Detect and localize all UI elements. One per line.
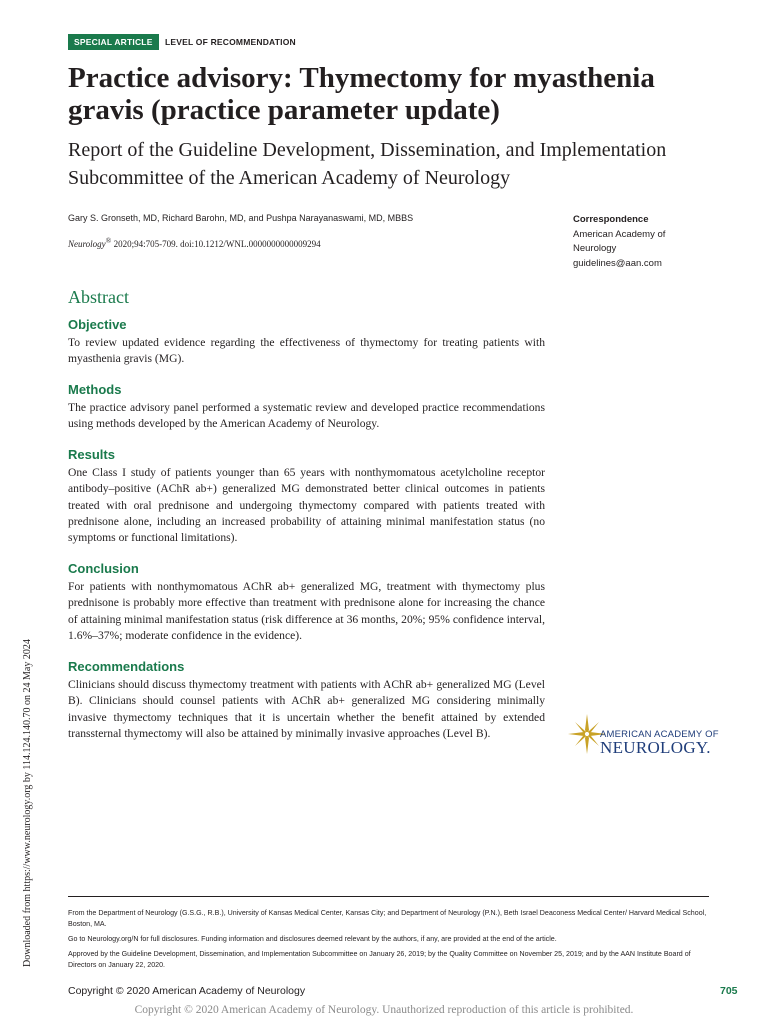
correspondence-email[interactable]: guidelines@aan.com xyxy=(573,258,662,270)
footnote-approval: Approved by the Guideline Development, Dissemination, and Implementation Subcommittee on January 26, 2019; by the Quality Committee on November 25, 2019; and by the AAN Institute Board of Directors on January 22, 2020. xyxy=(68,950,691,969)
article-subtitle: Report of the Guideline Development, Dissemination, and Implementation Subcommittee of the American Academy of Neurology xyxy=(68,139,667,189)
journal-name: Neurology xyxy=(68,239,106,249)
section-text: The practice advisory panel performed a systematic review and developed practice recommendations using methods developed by the American Academy of Neurology. xyxy=(68,401,545,431)
article-type-badge: SPECIAL ARTICLE xyxy=(68,34,159,50)
correspondence-line2: Neurology xyxy=(573,243,617,255)
citation xyxy=(68,236,321,249)
correspondence-heading: Correspondence xyxy=(573,214,649,225)
abstract-heading: Abstract xyxy=(68,287,129,307)
abstract-section-results xyxy=(68,447,545,546)
article-title: Practice advisory: Thymectomy for myasthenia gravis (practice parameter update) xyxy=(68,62,655,126)
page-number: 705 xyxy=(720,985,738,997)
correspondence-line1: American Academy of xyxy=(573,228,666,240)
section-heading: Objective xyxy=(68,317,127,332)
section-heading: Results xyxy=(68,447,115,462)
citation-details: 2020;94:705-709. doi:10.1212/WNL.0000000000009294 xyxy=(111,239,321,249)
footnote-disclosures: Go to Neurology.org/N for full disclosures. Funding information and disclosures deemed relevant by the authors, if any, are provided at the end of the article. xyxy=(68,935,557,943)
correspondence-box xyxy=(573,213,723,272)
section-text: For patients with nonthymomatous AChR ab+ generalized MG, treatment with thymectomy plus prednisone is probably more effective than treatment with prednisone alone for increasing the chance of attaining minimal manifestation status (risk difference at 36 months, 20%; 95% confidence interval, 1.6%–37%; moderate confidence in the evidence). xyxy=(68,580,545,642)
section-text: One Class I study of patients younger than 65 years with nonthymomatous acetylcholine receptor antibody–positive (AChR ab+) generalized MG demonstrated better clinical outcomes in patients treated with oral prednisone and undergoing thymectomy compared with patients treated with prednisone alone, including an increased probability of attaining minimal manifestation status (no symptoms or functional limitations). xyxy=(68,466,545,545)
section-text: Clinicians should discuss thymectomy treatment with patients with AChR ab+ generalized MG (Level B). Clinicians should counsel patients with AChR ab+ generalized MG considering minimally invasive thymectomy techniques that it is uncertain whether the benefit attained by extended transsternal thymectomy will also be attained by minimally invasive approaches (Level B). xyxy=(68,678,545,740)
footnote-affiliation: From the Department of Neurology (G.S.G., R.B.), University of Kansas Medical Center, Kansas City; and Department of Neurology (P.N.), Beth Israel Deaconess Medical Center/ Harvard Medical School, Boston, MA. xyxy=(68,909,707,928)
footer-copyright: Copyright © 2020 American Academy of Neurology xyxy=(68,985,306,997)
section-heading: Recommendations xyxy=(68,659,185,674)
logo-text-line1: AMERICAN ACADEMY OF xyxy=(600,729,719,740)
recommendation-level-label: LEVEL OF RECOMMENDATION xyxy=(165,37,296,47)
abstract-section-recommendations xyxy=(68,659,545,742)
abstract-section-objective xyxy=(68,317,545,368)
section-text: To review updated evidence regarding the effectiveness of thymectomy for treating patients with myasthenia gravis (MG). xyxy=(68,336,545,366)
logo-text-line2: NEUROLOGY. xyxy=(600,738,711,757)
abstract-section-conclusion xyxy=(68,561,545,644)
author-list: Gary S. Gronseth, MD, Richard Barohn, MD, and Pushpa Narayanaswami, MD, MBBS xyxy=(68,213,414,223)
abstract-section-methods xyxy=(68,382,545,433)
registered-mark: ® xyxy=(105,236,112,245)
section-heading: Conclusion xyxy=(68,561,139,576)
copyright-notice: Copyright © 2020 American Academy of Neurology. Unauthorized reproduction of this article is prohibited. xyxy=(134,1004,634,1016)
section-heading: Methods xyxy=(68,382,122,397)
download-notice-sidebar: Downloaded from https://www.neurology.org by 114.124.140.70 on 24 May 2024 xyxy=(22,639,33,967)
footnote-divider xyxy=(68,896,709,897)
